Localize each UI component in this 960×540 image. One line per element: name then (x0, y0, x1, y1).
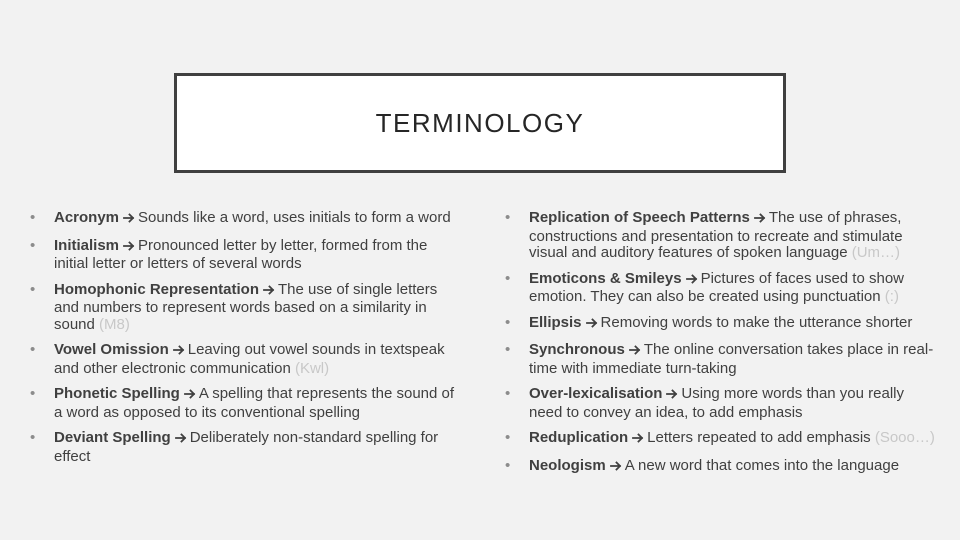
bullet-icon: • (30, 236, 36, 254)
term-example: (Um…) (851, 244, 901, 261)
term-definition: Pictures of faces used to show emotion. They can also be created using punctuation (529, 269, 904, 305)
term-definition: Letters repeated to add emphasis (647, 429, 871, 446)
bullet-icon: • (505, 429, 511, 446)
term-item (505, 271, 935, 306)
right-arrow-icon (610, 460, 622, 477)
term-definition: Pronounced letter by letter, formed from the initial letter or letters of several words (54, 236, 428, 272)
term-definition: A spelling that represents the sound of a word as opposed to its conventional spelling (54, 385, 455, 421)
bullet-icon: • (505, 341, 511, 358)
right-arrow-icon (586, 317, 598, 334)
bullet-icon: • (505, 385, 511, 402)
title-box (174, 73, 786, 173)
bullet-icon: • (30, 429, 36, 446)
right-arrow-icon (632, 432, 644, 449)
term-definition: The use of phrases, constructions and presentation to recreate and stimulate visual and auditory features of spoken language (529, 209, 903, 261)
term-item (30, 282, 455, 334)
right-arrow-icon (686, 273, 698, 290)
term-label: Emoticons & Smileys (529, 269, 682, 287)
bullet-icon: • (30, 209, 36, 226)
right-arrow-icon (754, 212, 766, 229)
term-item (30, 342, 455, 377)
term-definition: Leaving out vowel sounds in textspeak and other electronic communication (54, 341, 445, 377)
right-arrow-icon (173, 344, 185, 361)
term-example: (:) (884, 288, 899, 305)
term-label: Acronym (54, 209, 120, 226)
right-arrow-icon (263, 284, 275, 301)
right-arrow-icon (175, 432, 187, 449)
term-item (505, 342, 935, 377)
right-arrow-icon (184, 388, 196, 405)
term-item (505, 210, 935, 262)
right-term-list (505, 210, 935, 485)
bullet-icon: • (505, 209, 511, 226)
term-definition: The use of single letters and numbers to represent words based on a similarity in sound (54, 280, 438, 333)
term-example: (M8) (99, 315, 130, 333)
term-label: Replication of Speech Patterns (529, 209, 750, 226)
right-arrow-icon (123, 212, 135, 229)
term-definition: Removing words to make the utterance shorter (600, 313, 913, 331)
term-definition: Using more words than you really need to convey an idea, to add emphasis (529, 385, 905, 421)
term-label: Phonetic Spelling (54, 385, 180, 402)
right-arrow-icon (666, 388, 678, 405)
term-label: Deviant Spelling (54, 429, 171, 446)
right-arrow-icon (123, 240, 135, 257)
bullet-icon: • (505, 313, 511, 331)
bullet-icon: • (30, 341, 36, 358)
term-example: (Sooo…) (874, 429, 935, 446)
bullet-icon: • (505, 269, 511, 287)
term-definition: Sounds like a word, uses initials to form a word (138, 209, 451, 226)
term-definition: Deliberately non-standard spelling for effect (54, 429, 439, 465)
term-label: Vowel Omission (54, 341, 169, 358)
term-label: Homophonic Representation (54, 280, 260, 298)
bullet-icon: • (30, 385, 36, 402)
term-item (30, 386, 455, 421)
bullet-icon: • (30, 280, 36, 298)
term-label: Initialism (54, 236, 120, 254)
term-label: Synchronous (529, 341, 625, 358)
term-item (30, 238, 455, 273)
term-definition: The online conversation takes place in real-time with immediate turn-taking (529, 341, 934, 377)
term-item (30, 210, 455, 229)
term-label: Reduplication (529, 429, 629, 446)
left-term-list (30, 210, 455, 474)
term-item (505, 430, 935, 449)
term-definition: A new word that comes into the language (624, 456, 900, 474)
term-item (30, 430, 455, 465)
term-label: Ellipsis (529, 313, 582, 331)
term-label: Over-lexicalisation (529, 385, 663, 402)
term-example: (Kwl) (294, 359, 330, 377)
slide-title: TERMINOLOGY (375, 107, 585, 138)
term-item (505, 315, 935, 334)
term-label: Neologism (529, 456, 606, 474)
bullet-icon: • (505, 456, 511, 474)
right-arrow-icon (629, 344, 641, 361)
term-item (505, 458, 935, 477)
term-item (505, 386, 935, 421)
